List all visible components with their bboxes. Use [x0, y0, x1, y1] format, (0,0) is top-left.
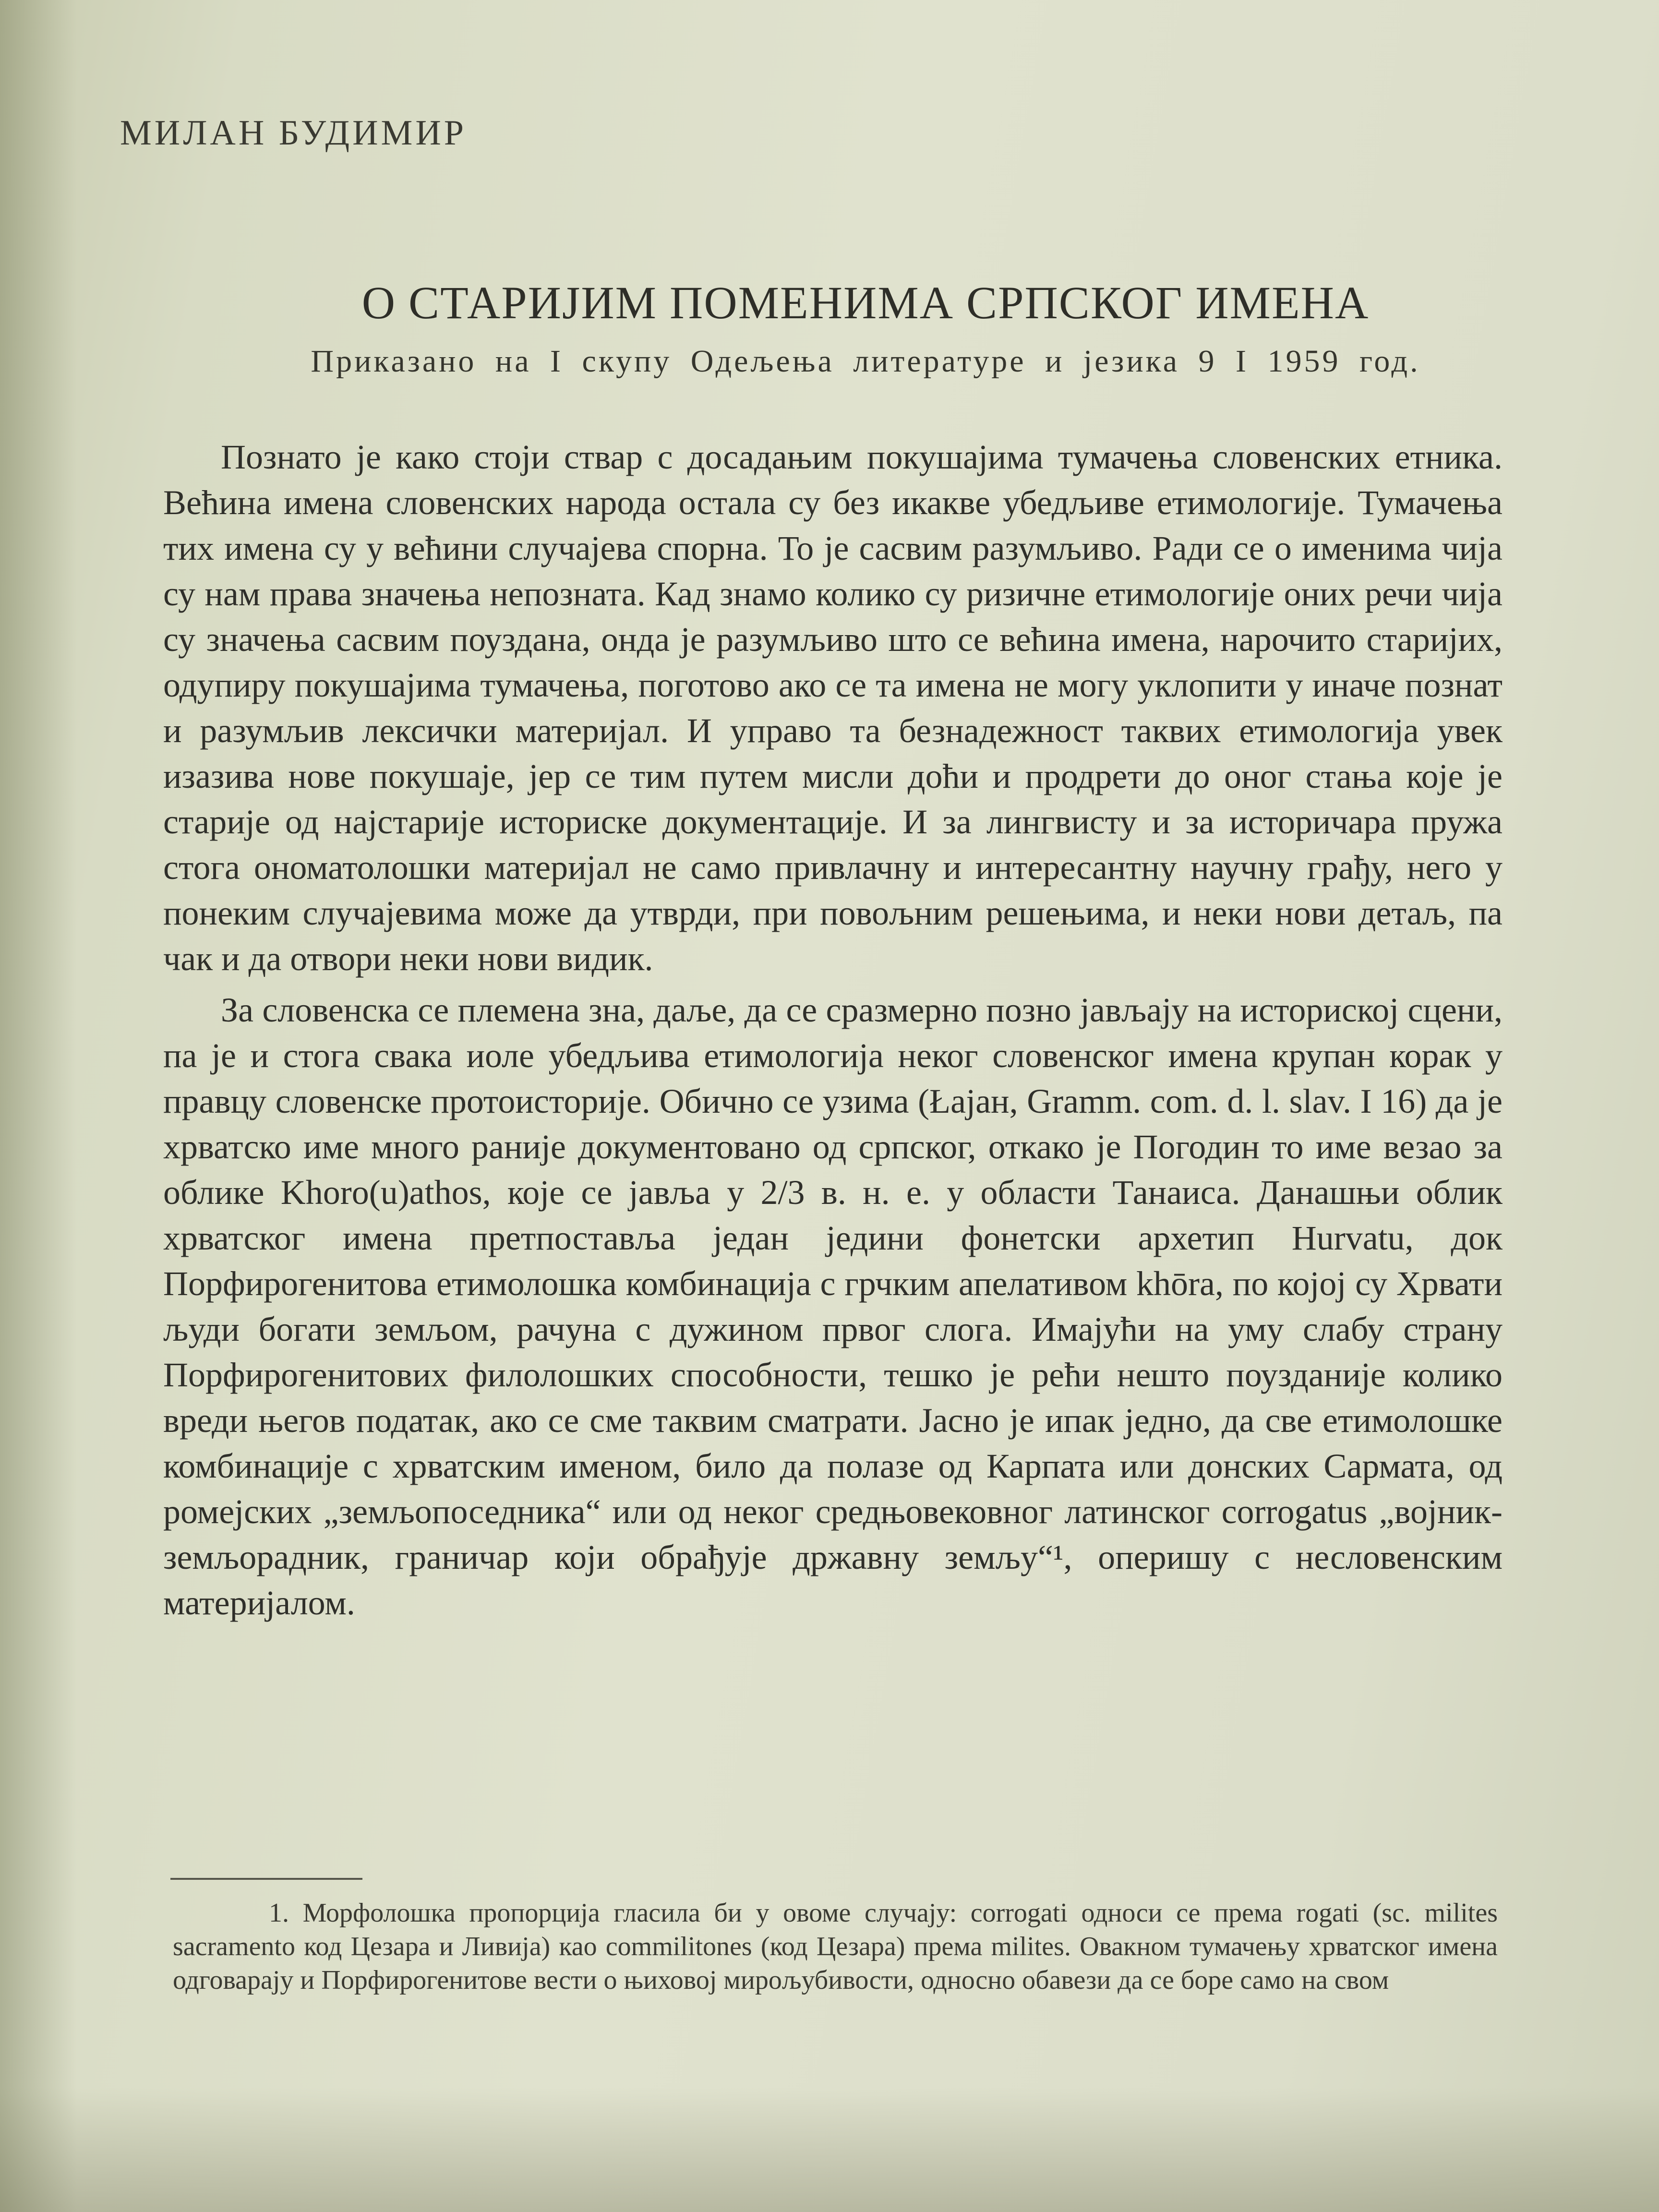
- paragraph: За словенска се племена зна, даље, да се сразмерно позно јављају на историској сцени, па је и стога свака иоле убедљива етимологија неког словенског имена крупан корак у правцу словенске протоисторије. Обично се узима (Łајан, Gramm. com. d. l. slav. I 16) да је хрватско име много раније документовано од српског, откако је Погодин то име везао за облике Khoro(u)athos, које се јавља у 2/3 в. н. е. у области Танаиса. Данашњи облик хрватског имена претпоставља један једини фонетски архетип Hurvatu, док Порфирогенитова етимолошка комбинација с грчким апелативом khōra, по којој су Хрвати људи богати земљом, рачуна с дужином првог слога. Имајући на уму слабу страну Порфирогенитових филолошких способности, тешко је рећи нешто поузданије колико вреди његов податак, ако се сме таквим сматрати. Јасно је ипак једно, да све етимолошке комбинације с хрватским именом, било да полазе од Карпата или донских Сармата, од ромејских „земљопоседника“ или од неког средњовековног латинског corrogatus „војник-земљорадник, граничар који обрађује државну земљу“¹, оперишу с несловенским материјалом.: [163, 991, 1503, 1622]
- page-bottom-shadow: [0, 2087, 1659, 2212]
- article-subtitle: Приказано на I скупу Одељења литературе и језика 9 I 1959 год.: [311, 344, 1420, 379]
- footnote: 1. Морфолошка пропорција гласила би у овоме случају: corrogati односи се према rogati (sc. milites sacramento код Цезара и Ливија) као commilitones (код Цезара) према milites. Овакном тумачењу хрватског имена одговарају и Порфирогенитове вести о њиховој мирољубивости, односно обавези да се боре само на свом: [173, 1898, 1498, 1995]
- article-title: О СТАРИЈИМ ПОМЕНИМА СРПСКОГ ИМЕНА: [361, 277, 1370, 328]
- footnotes: [173, 1896, 1498, 1997]
- page-gutter-shadow: [0, 0, 77, 2212]
- article-body: [163, 434, 1503, 1626]
- footnote-divider: [170, 1878, 362, 1880]
- paragraph: Познато је како стоји ствар с досадањим покушајима тумачења словенских етника. Већина имена словенских народа остала су без икакве убедљиве етимологије. Тумачења тих имена су у већини случајева спорна. То је сасвим разумљиво. Ради се о именима чија су нам права значења непозната. Кад знамо колико су ризичне етимологије оних речи чија су значења сасвим поуздана, онда је разумљиво што се већина имена, нарочито старијих, одупиру покушајима тумачења, поготово ако се та имена не могу уклопити у иначе познат и разумљив лексички материјал. И управо та безнадежност таквих етимологија увек изазива нове покушаје, јер се тим путем мисли доћи и продрети до оног стања које је старије од најстарије историске документације. И за лингвисту и за историчара пружа стога ономатолошки материјал не само привлачну и интересантну научну грађу, него у понеким случајевима може да утврди, при повољним решењима, и неки нови детаљ, па чак и да отвори неки нови видик.: [163, 438, 1503, 978]
- running-head: МИЛАН БУДИМИР: [120, 113, 467, 153]
